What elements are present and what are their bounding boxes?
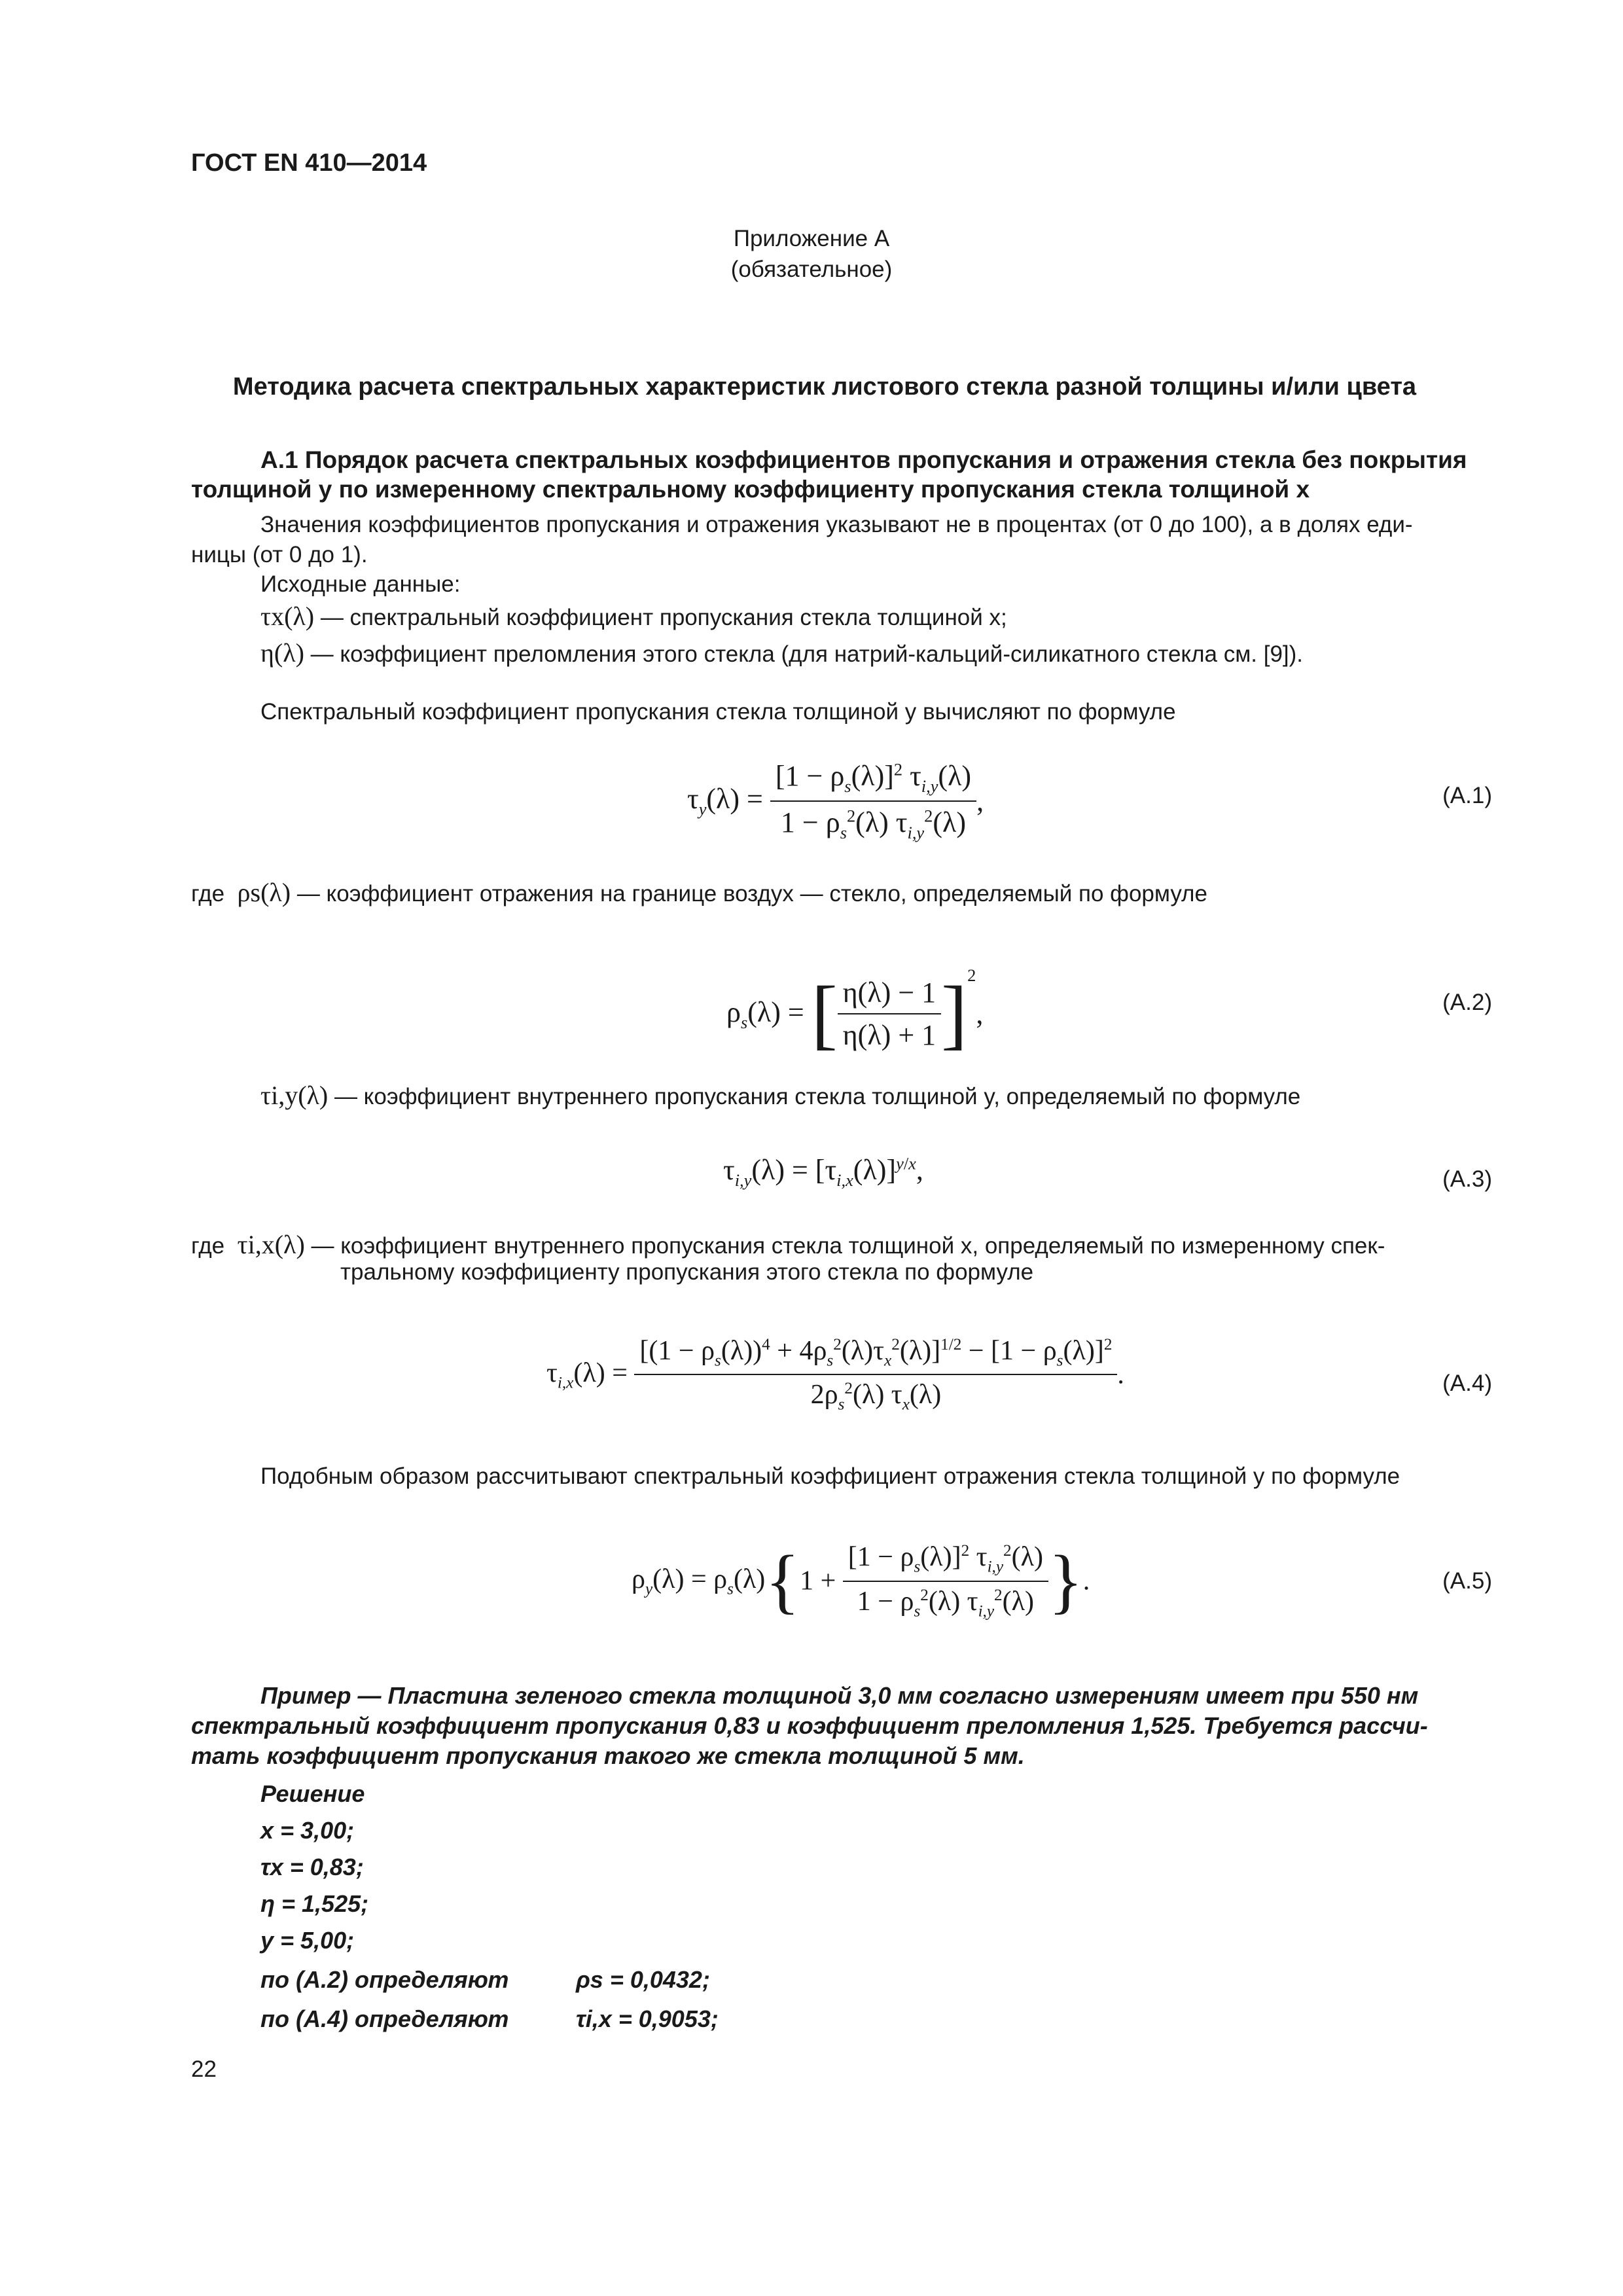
section-title: Методика расчета спектральных характеристик листового стекла разной толщины и/или цвета <box>232 373 1417 401</box>
rho-s-symbol: ρs(λ) <box>237 878 291 907</box>
formula-a1: $\tau_y(\lambda)$ = $\frac{[1 - \rho_s(\lambda)]^2 \tau_{i,y}(\lambda)}{1 - \rho_s^2(\lambda) \tau_{i,y}^2(\lambda)}$ , <box>687 759 984 842</box>
where-tau-ix-line1 <box>191 1229 1385 1260</box>
solution-tau-x: τx = 0,83; <box>260 1854 364 1880</box>
formula-a3: $\tau_{i,y}(\lambda) = [\tau_{i,x}(\lambda)]^{y/x}$, <box>723 1153 923 1190</box>
tau-iy-description: — коэффициент внутреннего пропускания стекла толщиной y, определяемый по формуле <box>328 1084 1301 1109</box>
where-rho-line <box>191 877 1207 908</box>
eta-description: — коэффициент преломления этого стекла (для натрий-кальций-силикатного стекла см. [9]). <box>304 641 1304 667</box>
equation-number-a4: (А.4) <box>1442 1371 1492 1396</box>
solution-x: x = 3,00; <box>260 1817 355 1844</box>
example-line3: тать коэффициент пропускания такого же стекла толщиной 5 мм. <box>191 1742 1025 1769</box>
equation-number-a3: (А.3) <box>1442 1166 1492 1192</box>
formula-a5: $\rho_y(\lambda) = \rho_s(\lambda)\{1$ + $\frac{[1 - \rho_s(\lambda)]^2 \tau_{i,y}^2(\lambda)}{1 - \rho_s^2(\lambda) \tau_{i,y}^2(\lambda)}$ }. <box>632 1541 1090 1621</box>
where-tau-ix-line2: тральному коэффициенту пропускания этого стекла по формуле <box>340 1259 1034 1285</box>
example-line2: спектральный коэффициент пропускания 0,83 и коэффициент преломления 1,525. Требуется рассчи- <box>191 1712 1428 1739</box>
a1-heading-line2: толщиной y по измеренному спектральному коэффициенту пропускания стекла толщиной x <box>191 476 1310 503</box>
where-label-2: где <box>191 1233 225 1259</box>
example-line1: Пример — Пластина зеленого стекла толщиной 3,0 мм согласно измерениям имеет при 550 нм <box>260 1682 1419 1709</box>
step-a2-value: ρs = 0,0432; <box>576 1966 710 1993</box>
where-label: где <box>191 881 225 906</box>
standard-header: ГОСТ EN 410—2014 <box>191 149 427 177</box>
appendix-title: Приложение А <box>733 226 890 251</box>
step-a4-value: τi,x = 0,9053; <box>576 2005 719 2032</box>
formula-intro-text: Спектральный коэффициент пропускания стекла толщиной y вычисляют по формуле <box>260 699 1176 725</box>
reflectance-intro-text: Подобным образом рассчитывают спектральный коэффициент отражения стекла толщиной y по формуле <box>260 1463 1400 1489</box>
formula-a4: $\tau_{i,x}(\lambda)$ = $\frac{[(1 - \rho_s(\lambda))^4 + 4\rho_s^2(\lambda)\tau_x^2(\lambda)]^{1/2} - [1 - \rho_s(\lambda)]^2}{2\rho_s^2(\lambda) \tau_x(\lambda)}$ . <box>546 1336 1124 1414</box>
tau-x-description: — спектральный коэффициент пропускания стекла толщиной x; <box>314 605 1007 630</box>
page-number: 22 <box>191 2056 217 2082</box>
solution-eta: η = 1,525; <box>260 1890 369 1917</box>
tau-iy-line <box>260 1080 1300 1111</box>
formula-a2: $\rho_s(\lambda)$ = [ $\frac{\eta(\lambda) - 1}{\eta(\lambda) + 1}$ ]$^2$, <box>726 965 984 1057</box>
input-item-tau-x <box>260 601 1007 632</box>
equation-number-a2: (А.2) <box>1442 990 1492 1015</box>
input-data-label: Исходные данные: <box>260 571 461 597</box>
equation-number-a5: (А.5) <box>1442 1568 1492 1594</box>
eta-symbol: η(λ) <box>260 638 304 668</box>
paragraph-units-line2: ницы (от 0 до 1). <box>191 542 368 567</box>
step-a4-label: по (А.4) определяют <box>260 2005 509 2032</box>
tau-ix-description-1: — коэффициент внутреннего пропускания стекла толщиной x, определяемый по измеренному спек- <box>304 1233 1385 1259</box>
a1-heading-line1: А.1 Порядок расчета спектральных коэффициентов пропускания и отражения стекла без покрытия <box>260 446 1467 473</box>
equation-number-a1: (А.1) <box>1442 783 1492 808</box>
appendix-status: (обязательное) <box>730 257 893 282</box>
tau-x-symbol: τx(λ) <box>260 601 315 631</box>
solution-label: Решение <box>260 1780 365 1807</box>
tau-iy-symbol: τi,y(λ) <box>260 1081 329 1110</box>
input-item-eta <box>260 637 1303 668</box>
solution-y: y = 5,00; <box>260 1927 355 1954</box>
tau-ix-symbol: τi,x(λ) <box>237 1230 305 1259</box>
step-a2-label: по (А.2) определяют <box>260 1966 509 1993</box>
paragraph-units-line1: Значения коэффициентов пропускания и отражения указывают не в процентах (от 0 до 100), а в долях еди- <box>260 512 1413 537</box>
rho-s-description: — коэффициент отражения на границе воздух — стекло, определяемый по формуле <box>291 881 1207 906</box>
